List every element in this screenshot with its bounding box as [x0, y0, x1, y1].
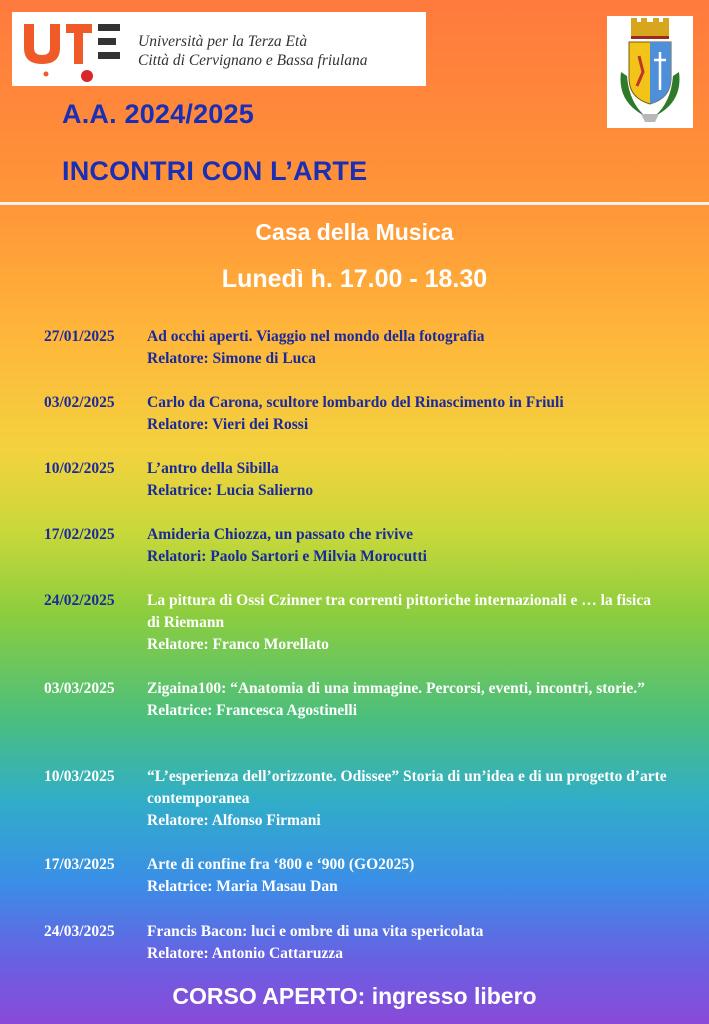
logo-line-1: Università per la Terza Età [138, 33, 308, 50]
event-title: La pittura di Ossi Czinner tra correnti pittoriche internazionali e … la fisica di Riemann [147, 592, 651, 631]
academic-year: A.A. 2024/2025 [62, 99, 254, 129]
coat-of-arms [607, 16, 693, 128]
event-speaker: Relatore: Simone di Luca [147, 350, 316, 367]
event-date: 24/03/2025 [44, 923, 115, 940]
event-title: “L’esperienza dell’orizzonte. Odissee” Storia di un’idea e di un progetto d’arte contemporanea [147, 768, 667, 807]
coat-of-arms-icon [607, 16, 693, 128]
event-speaker: Relatore: Antonio Cattaruzza [147, 945, 344, 962]
event-speaker: Relatori: Paolo Sartori e Milvia Morocutti [147, 548, 427, 565]
venue-place: Casa della Musica [255, 219, 454, 245]
ute-logo-icon [16, 14, 136, 94]
event-date: 10/02/2025 [44, 460, 115, 477]
event-speaker: Relatrice: Francesca Agostinelli [147, 702, 358, 719]
event-speaker: Relatrice: Lucia Salierno [147, 482, 314, 499]
footer-note: CORSO APERTO: ingresso libero [172, 983, 537, 1009]
ute-logo-banner [12, 12, 426, 86]
event-date: 10/03/2025 [44, 768, 115, 785]
event-title: Ad occhi aperti. Viaggio nel mondo della fotografia [147, 328, 485, 345]
event-date: 24/02/2025 [44, 592, 115, 609]
event-speaker: Relatore: Franco Morellato [147, 636, 329, 653]
event-speaker: Relatore: Alfonso Firmani [147, 812, 321, 829]
event-title: L’antro della Sibilla [147, 460, 279, 477]
event-title: Francis Bacon: luci e ombre di una vita spericolata [147, 923, 484, 940]
divider [0, 202, 709, 205]
event-title: Zigaina100: “Anatomia di una immagine. Percorsi, eventi, incontri, storie.” [147, 680, 645, 697]
event-speaker: Relatrice: Maria Masau Dan [147, 878, 338, 895]
event-title: Arte di confine fra ‘800 e ‘900 (GO2025) [147, 856, 415, 873]
event-date: 03/03/2025 [44, 680, 115, 697]
event-speaker: Relatore: Vieri dei Rossi [147, 416, 309, 433]
event-date: 27/01/2025 [44, 328, 115, 345]
event-date: 17/02/2025 [44, 526, 115, 543]
venue-time: Lunedì h. 17.00 - 18.30 [221, 265, 488, 293]
event-title: Carlo da Carona, scultore lombardo del Rinascimento in Friuli [147, 394, 564, 411]
event-title: Amideria Chiozza, un passato che rivive [147, 526, 414, 543]
event-date: 03/02/2025 [44, 394, 115, 411]
event-date: 17/03/2025 [44, 856, 115, 873]
page-title: INCONTRI CON L’ARTE [62, 156, 368, 186]
logo-line-2: Città di Cervignano e Bassa friulana [138, 52, 368, 69]
